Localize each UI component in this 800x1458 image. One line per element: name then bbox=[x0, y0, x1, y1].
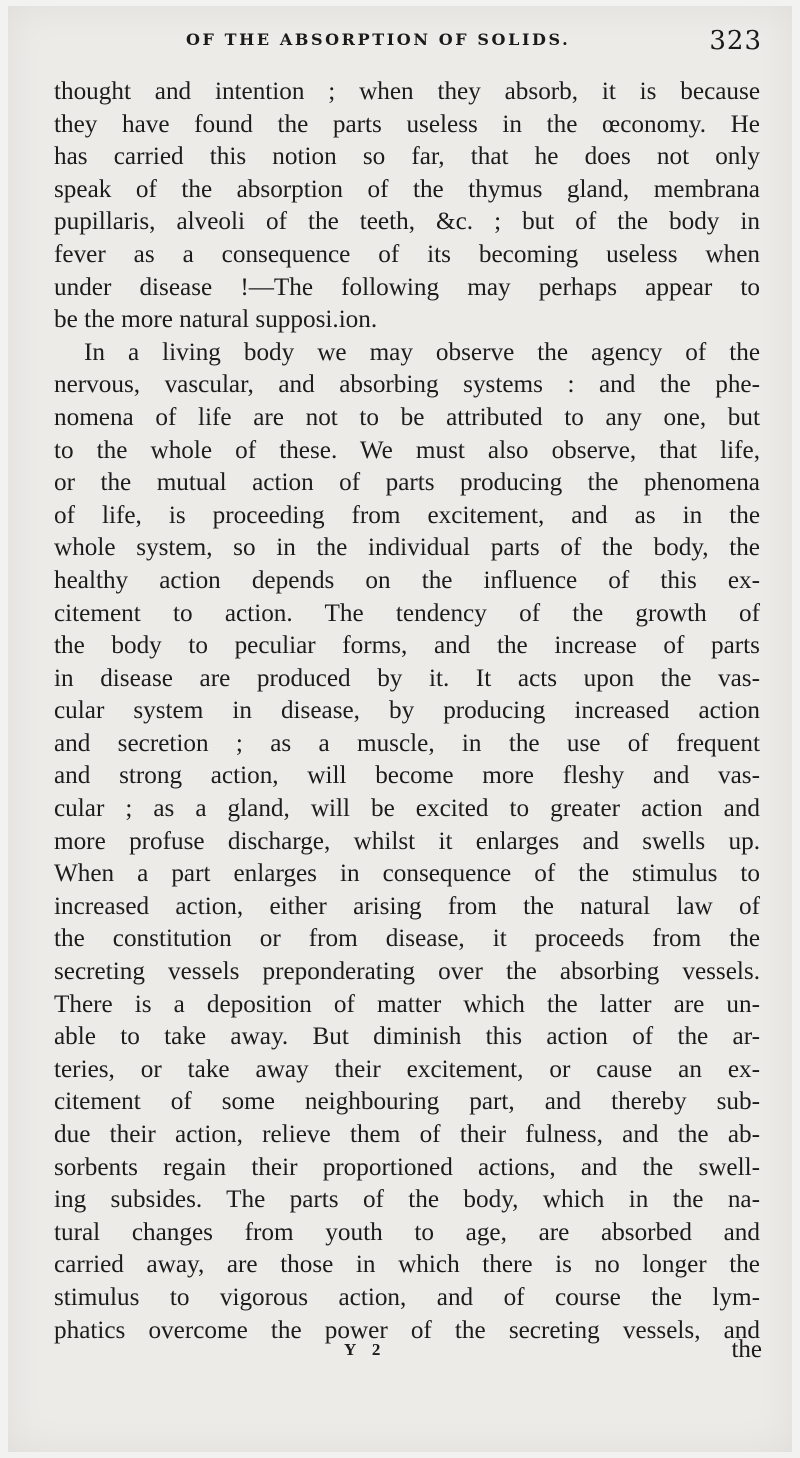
body-text bbox=[54, 76, 760, 1347]
text-line: they have found the parts useless in the œconomy. He bbox=[54, 110, 760, 138]
text-line: under disease !—The following may perhaps appear to bbox=[54, 273, 760, 301]
running-title: OF THE ABSORPTION OF SOLIDS. bbox=[186, 30, 571, 49]
text-line: When a part enlarges in consequence of the stimulus to bbox=[54, 860, 760, 888]
text-line: to the whole of these. We must also observe, that life, bbox=[54, 436, 760, 464]
text-line: increased action, either arising from the natural law of bbox=[54, 892, 760, 920]
text-line: due their action, relieve them of their fulness, and the ab- bbox=[54, 1121, 760, 1148]
text-line: There is a deposition of matter which the latter are un- bbox=[54, 990, 760, 1018]
signature-mark: Y 2 bbox=[344, 1340, 387, 1359]
text-line: secreting vessels preponderating over the absorbing vessels. bbox=[54, 958, 760, 986]
text-line: healthy action depends on the influence of this ex- bbox=[54, 566, 760, 594]
text-line: speak of the absorption of the thymus gland, membrana bbox=[54, 175, 760, 203]
text-line: the body to peculiar forms, and the increase of parts bbox=[54, 632, 760, 660]
text-line: and secretion ; as a muscle, in the use of frequent bbox=[54, 729, 760, 757]
page-number: 323 bbox=[709, 26, 762, 56]
text-line: or the mutual action of parts producing the phenomena bbox=[54, 469, 760, 497]
text-line: of life, is proceeding from excitement, and as in the bbox=[54, 501, 760, 529]
text-line: nervous, vascular, and absorbing systems : and the phe- bbox=[54, 371, 760, 399]
text-line: more profuse discharge, whilst it enlarges and swells up. bbox=[54, 827, 760, 855]
text-line: in disease are produced by it. It acts upon the vas- bbox=[54, 664, 760, 692]
text-line: fever as a consequence of its becoming useless when bbox=[54, 240, 760, 268]
text-line: be the more natural supposi.ion. bbox=[54, 306, 378, 334]
text-line: citement to action. The tendency of the growth of bbox=[54, 599, 760, 627]
text-line: carried away, are those in which there is no longer the bbox=[54, 1251, 760, 1279]
text-line: thought and intention ; when they absorb, it is because bbox=[54, 78, 760, 105]
paragraph-start: In a living body we may observe the agency of the bbox=[84, 338, 760, 366]
page-footer bbox=[54, 1336, 762, 1366]
text-line: sorbents regain their proportioned actions, and the swell- bbox=[54, 1153, 760, 1181]
text-line: tural changes from youth to age, are absorbed and bbox=[54, 1218, 760, 1246]
catchword: the bbox=[731, 1336, 762, 1363]
running-head bbox=[56, 26, 762, 62]
text-line: nomena of life are not to be attributed to any one, but bbox=[54, 403, 760, 431]
text-line: pupillaris, alveoli of the teeth, &c. ; but of the body in bbox=[54, 208, 760, 236]
book-page bbox=[8, 6, 792, 1452]
text-line: stimulus to vigorous action, and of course the lym- bbox=[54, 1283, 760, 1311]
text-line: ing subsides. The parts of the body, which in the na- bbox=[54, 1186, 760, 1214]
text-line: phatics overcome the power of the secreting vessels, and bbox=[54, 1316, 760, 1344]
text-line: citement of some neighbouring part, and thereby sub- bbox=[54, 1088, 760, 1116]
text-line: and strong action, will become more fleshy and vas- bbox=[54, 762, 760, 790]
text-line: teries, or take away their excitement, or cause an ex- bbox=[54, 1055, 760, 1083]
text-line: whole system, so in the individual parts of the body, the bbox=[54, 534, 760, 562]
text-line: the constitution or from disease, it proceeds from the bbox=[54, 925, 760, 953]
text-line: has carried this notion so far, that he does not only bbox=[54, 143, 760, 171]
text-line: cular ; as a gland, will be excited to greater action and bbox=[54, 795, 760, 823]
text-line: able to take away. But diminish this action of the ar- bbox=[54, 1023, 760, 1051]
text-line: cular system in disease, by producing increased action bbox=[54, 697, 760, 725]
